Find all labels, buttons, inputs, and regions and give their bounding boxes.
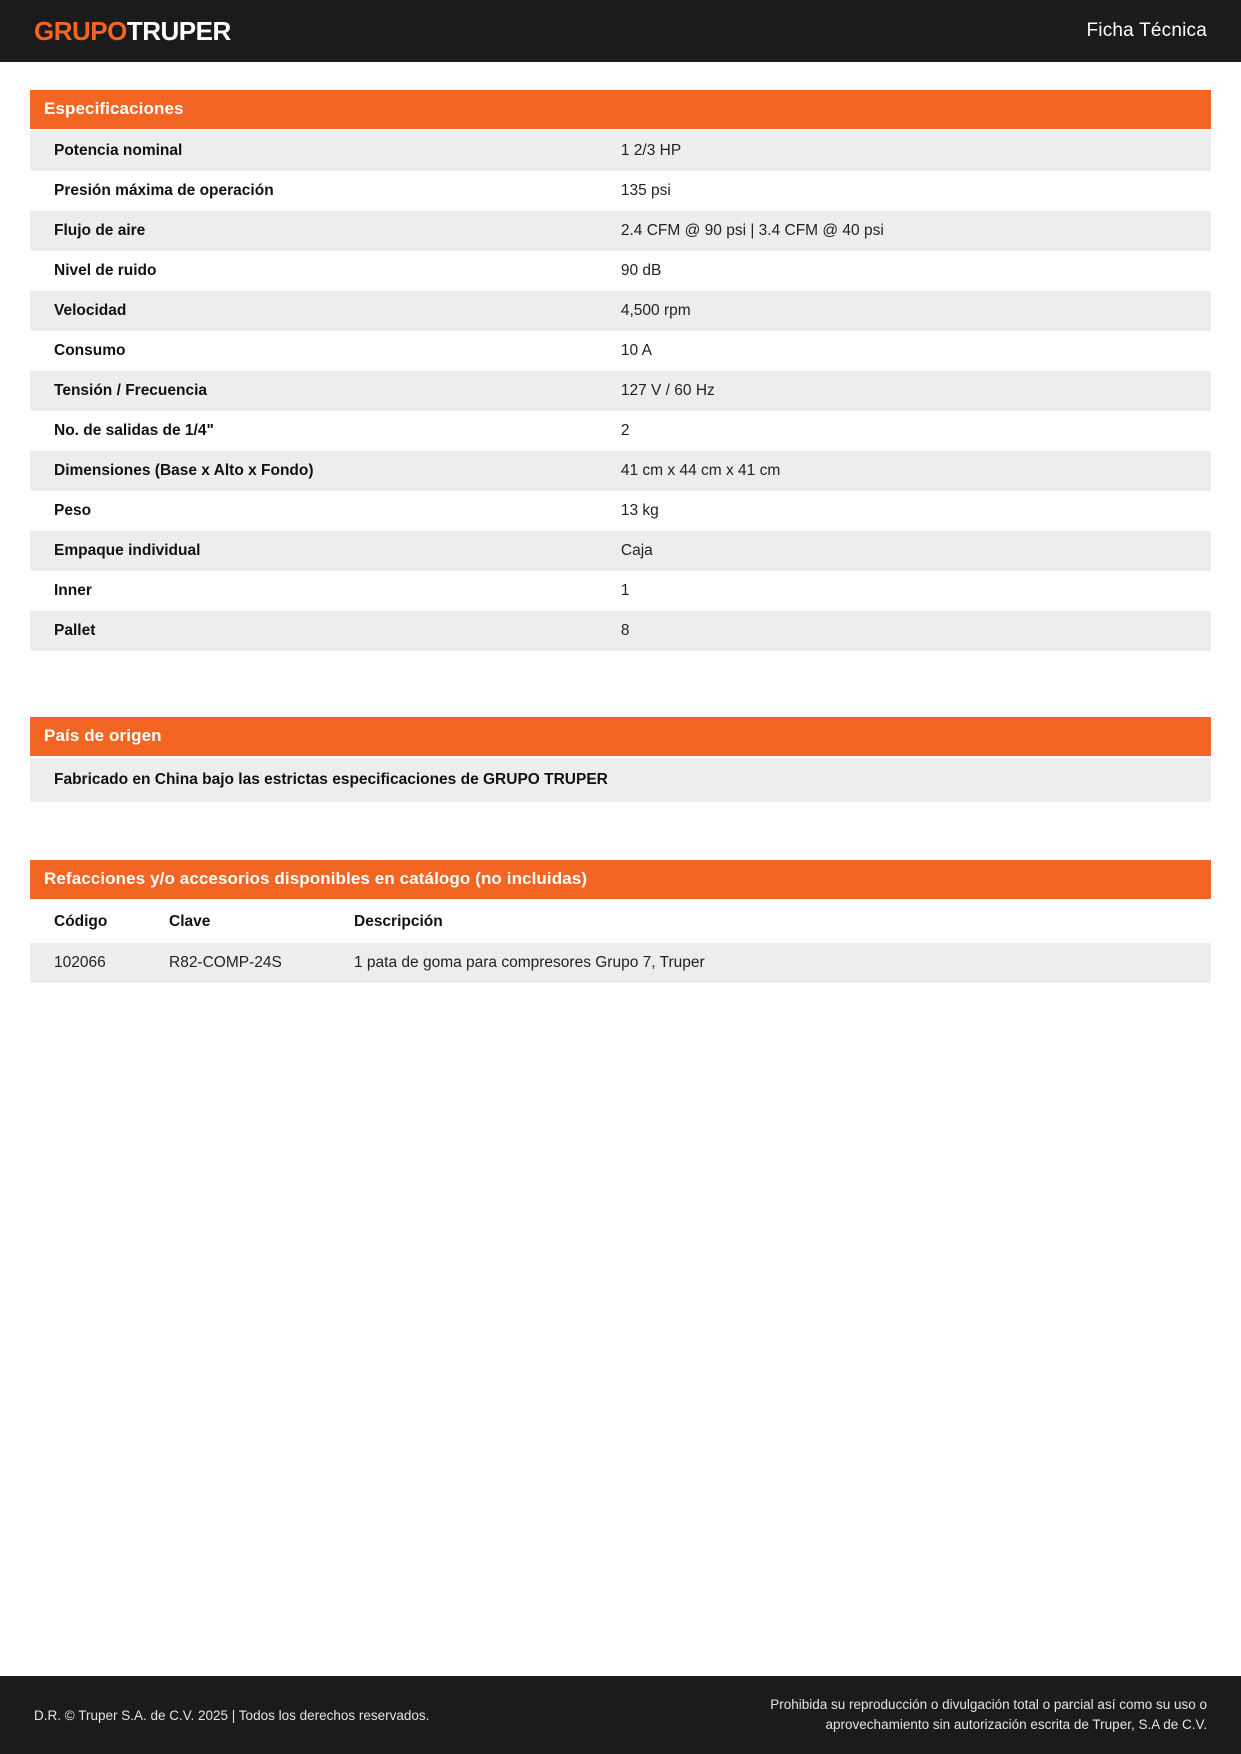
origin-text: Fabricado en China bajo las estrictas especificaciones de GRUPO TRUPER (30, 758, 1211, 802)
section-header-especificaciones: Especificaciones (30, 90, 1211, 129)
specifications-table (30, 131, 1211, 651)
footer-legal-line-2: aprovechamiento sin autorización escrita de Truper, S.A de C.V. (825, 1717, 1207, 1732)
spec-value: 13 kg (620, 502, 659, 519)
table-row (30, 571, 1211, 611)
spacer (30, 802, 1211, 860)
table-row (30, 611, 1211, 651)
spec-label: Nivel de ruido (54, 262, 157, 279)
spec-label: Potencia nominal (54, 142, 183, 159)
spec-value: 41 cm x 44 cm x 41 cm (620, 462, 781, 479)
spec-label: Presión máxima de operación (54, 182, 274, 199)
column-header-clave: Clave (145, 901, 330, 943)
spec-value: 135 psi (620, 182, 671, 199)
part-clave: R82-COMP-24S (145, 943, 330, 983)
logo-text-truper: TRUPER (126, 15, 231, 46)
table-row (30, 451, 1211, 491)
spec-label: Dimensiones (Base x Alto x Fondo) (54, 462, 314, 479)
spec-label: Velocidad (54, 302, 127, 319)
table-row (30, 943, 1211, 983)
table-row (30, 291, 1211, 331)
column-header-descripcion: Descripción (330, 901, 1211, 943)
spec-label: Tensión / Frecuencia (54, 382, 208, 399)
spec-label: Consumo (54, 342, 126, 359)
spec-label: Peso (54, 502, 92, 519)
spec-value: 8 (620, 622, 630, 639)
spacer (30, 651, 1211, 717)
table-row (30, 131, 1211, 171)
spec-label: Empaque individual (54, 542, 201, 559)
document-body (0, 62, 1241, 983)
spec-value: 2.4 CFM @ 90 psi | 3.4 CFM @ 40 psi (620, 222, 884, 239)
table-row (30, 251, 1211, 291)
footer-legal-line-1: Prohibida su reproducción o divulgación total o parcial así como su uso o (770, 1696, 1207, 1712)
table-row (30, 331, 1211, 371)
spec-value: 1 2/3 HP (620, 142, 682, 159)
page-header (0, 0, 1241, 62)
table-row (30, 531, 1211, 571)
spec-value: Caja (620, 542, 653, 559)
spec-label: No. de salidas de 1/4" (54, 422, 214, 439)
table-row (30, 371, 1211, 411)
spec-value: 10 A (620, 342, 652, 359)
column-header-codigo: Código (30, 901, 145, 943)
section-header-pais-de-origen: País de origen (30, 717, 1211, 756)
logo-text-grupo: GRUPO (34, 15, 127, 46)
spec-label: Inner (54, 582, 92, 599)
brand-logo (34, 16, 231, 47)
part-descripcion: 1 pata de goma para compresores Grupo 7, Truper (330, 943, 1211, 983)
spec-value: 90 dB (620, 262, 662, 279)
table-row (30, 411, 1211, 451)
page-footer (0, 1676, 1241, 1754)
table-row (30, 491, 1211, 531)
footer-copyright: D.R. © Truper S.A. de C.V. 2025 | Todos los derechos reservados. (34, 1707, 430, 1723)
table-row (30, 211, 1211, 251)
document-type-title: Ficha Técnica (1086, 20, 1207, 41)
part-codigo: 102066 (30, 943, 145, 983)
spec-value: 4,500 rpm (620, 302, 691, 319)
table-row (30, 171, 1211, 211)
spec-value: 127 V / 60 Hz (620, 382, 715, 399)
parts-table (30, 901, 1211, 983)
spec-value: 2 (620, 422, 630, 439)
table-header-row (30, 901, 1211, 943)
spec-value: 1 (620, 582, 630, 599)
section-header-refacciones: Refacciones y/o accesorios disponibles en catálogo (no incluidas) (30, 860, 1211, 899)
spec-label: Pallet (54, 622, 96, 639)
spec-label: Flujo de aire (54, 222, 146, 239)
footer-legal-notice (770, 1695, 1207, 1736)
